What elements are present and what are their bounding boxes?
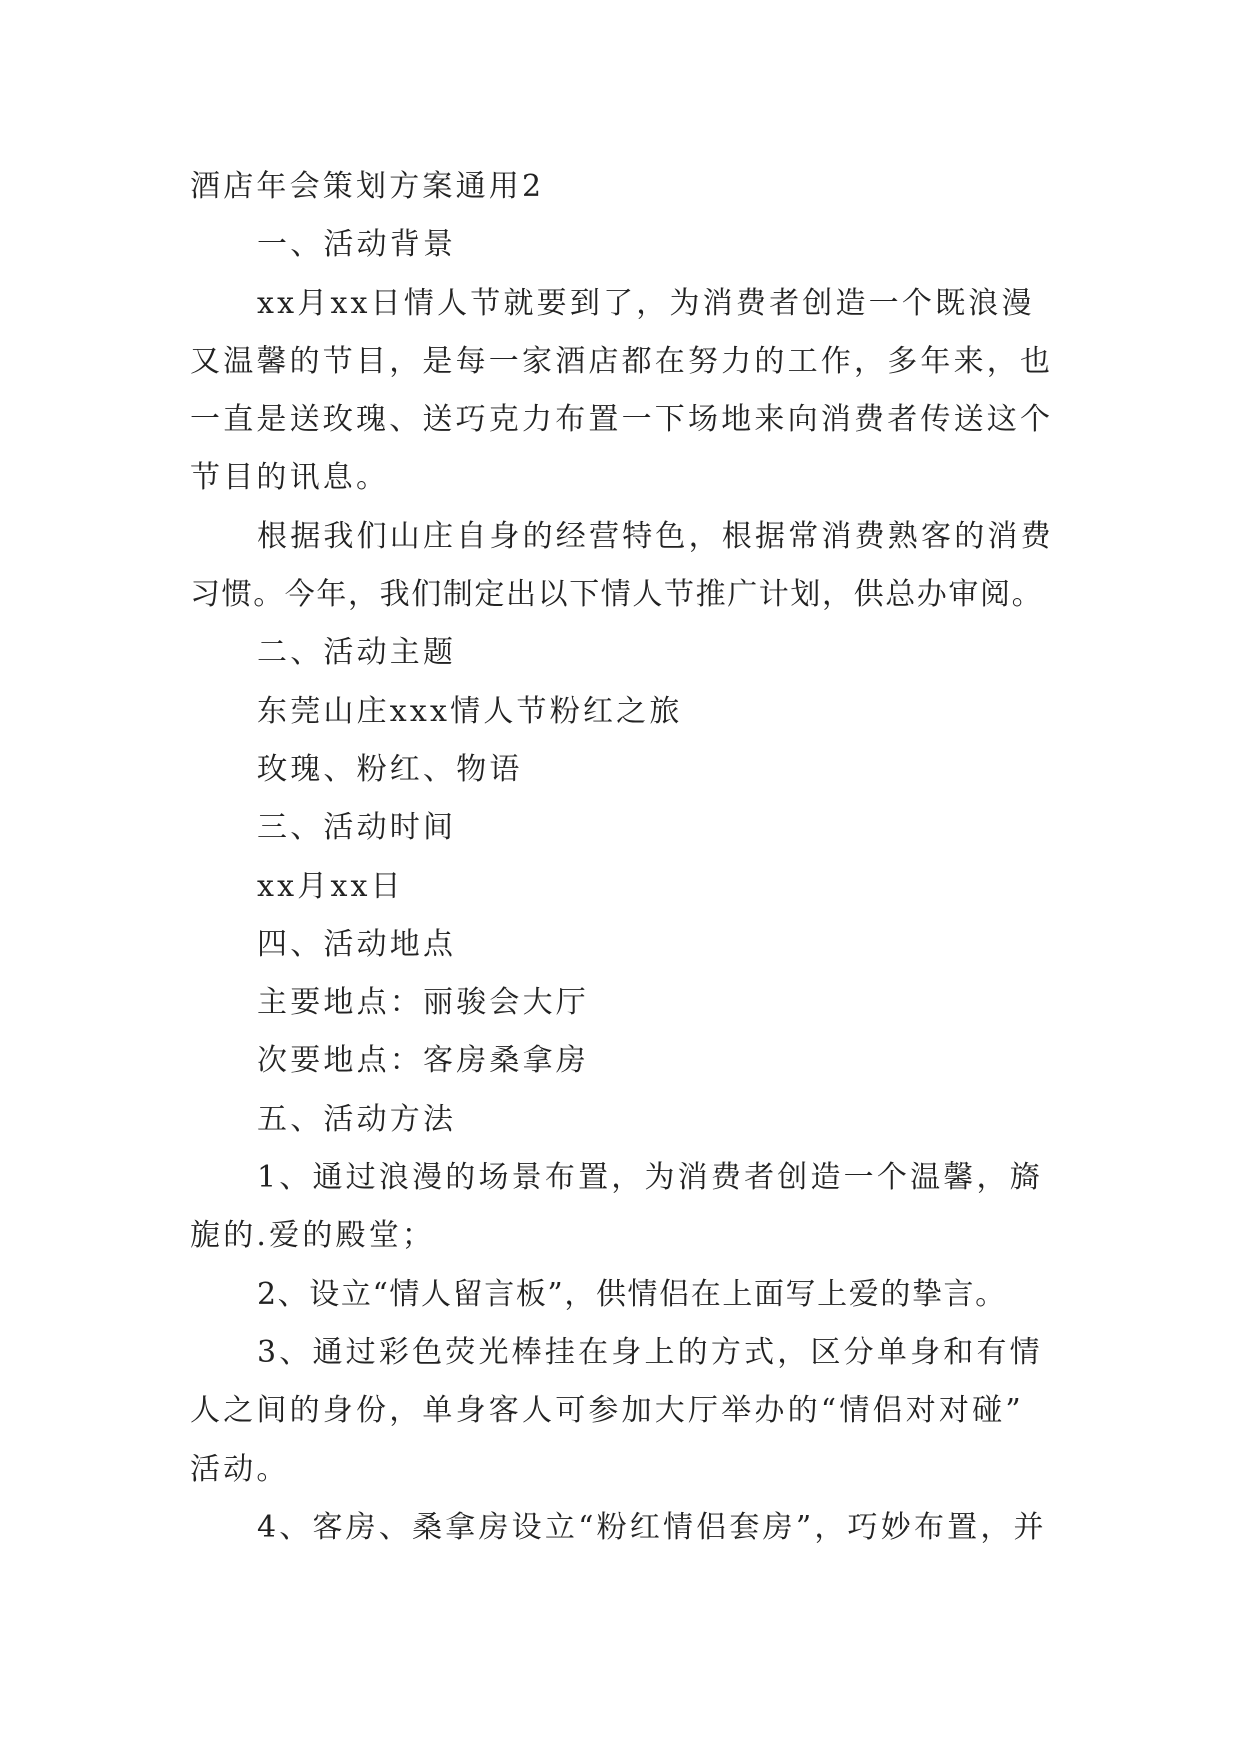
paragraph-line: xx月xx日情人节就要到了，为消费者创造一个既浪漫 bbox=[257, 285, 1035, 321]
paragraph-line: 根据我们山庄自身的经营特色，根据常消费熟客的消费 bbox=[257, 518, 1054, 554]
paragraph-line: 人之间的身份，单身客人可参加大厅举办的“情侣对对碰” bbox=[190, 1393, 1024, 1429]
paragraph-line: 节目的讯息。 bbox=[190, 460, 390, 496]
paragraph-line: 4、客房、桑拿房设立“粉红情侣套房”，巧妙布置，并 bbox=[257, 1509, 1047, 1545]
paragraph-line: 又温馨的节目，是每一家酒店都在努力的工作，多年来，也 bbox=[190, 343, 1054, 379]
section-heading-background: 一、活动背景 bbox=[257, 227, 457, 263]
section-heading-time: 三、活动时间 bbox=[257, 810, 457, 846]
paragraph-line: 3、通过彩色荧光棒挂在身上的方式，区分单身和有情 bbox=[257, 1334, 1043, 1370]
paragraph-line: 习惯。今年，我们制定出以下情人节推广计划，供总办审阅。 bbox=[190, 577, 1044, 613]
section-heading-theme: 二、活动主题 bbox=[257, 635, 457, 671]
paragraph-line: 玫瑰、粉红、物语 bbox=[257, 751, 523, 787]
paragraph-line: 一直是送玫瑰、送巧克力布置一下场地来向消费者传送这个 bbox=[190, 402, 1054, 438]
paragraph-line: 活动。 bbox=[190, 1451, 290, 1487]
section-heading-method: 五、活动方法 bbox=[257, 1101, 457, 1137]
section-heading-location: 四、活动地点 bbox=[257, 926, 457, 962]
paragraph-line: 东莞山庄xxx情人节粉红之旅 bbox=[257, 693, 683, 729]
paragraph-line: 次要地点：客房桑拿房 bbox=[257, 1043, 589, 1079]
paragraph-line: 2、设立“情人留言板”，供情侣在上面写上爱的挚言。 bbox=[257, 1276, 1007, 1312]
document-title: 酒店年会策划方案通用2 bbox=[190, 169, 545, 204]
paragraph-line: 主要地点：丽骏会大厅 bbox=[257, 985, 589, 1021]
paragraph-line: 旎的.爱的殿堂； bbox=[190, 1218, 436, 1254]
document-body bbox=[190, 158, 1060, 1557]
paragraph-line: xx月xx日 bbox=[257, 868, 404, 904]
paragraph-line: 1、通过浪漫的场景布置，为消费者创造一个温馨，旖 bbox=[257, 1160, 1043, 1196]
